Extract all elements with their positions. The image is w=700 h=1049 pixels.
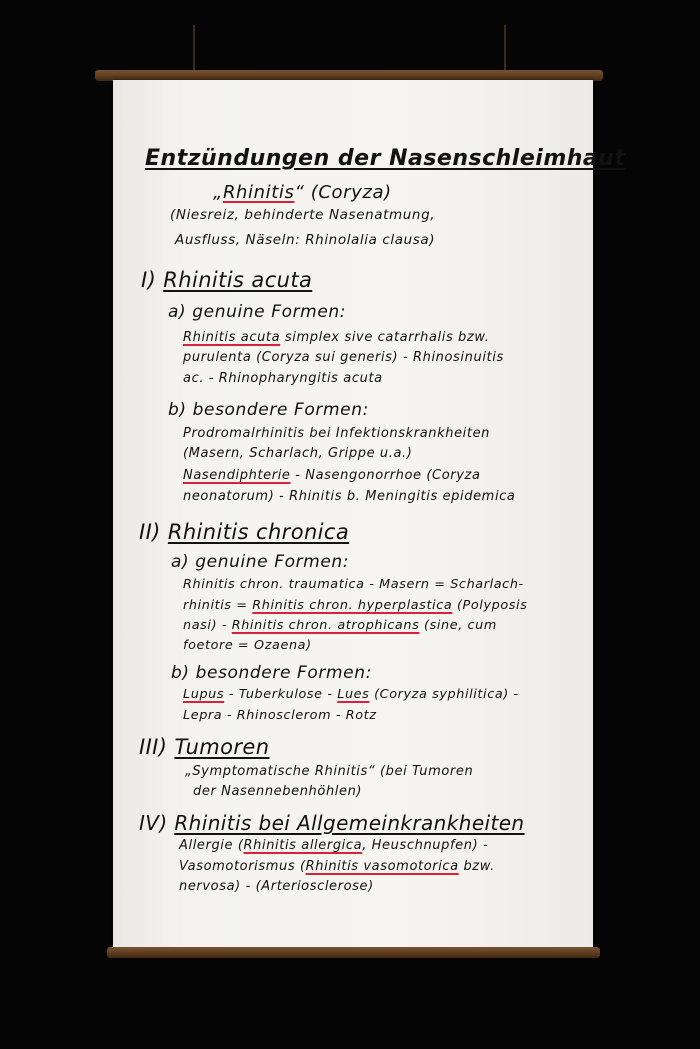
section-2-heading: II) Rhinitis chronica <box>139 520 350 544</box>
section-2b-line-1: Lupus - Tuberkulose - Lues (Coryza syphilitica) - <box>183 687 519 702</box>
section-2a-line-2: rhinitis = Rhinitis chron. hyperplastica (Polyposis <box>183 598 528 613</box>
section-2b-line-2: Lepra - Rhinosclerom - Rotz <box>183 708 377 723</box>
section-2b-heading: b) besondere Formen: <box>171 663 372 683</box>
chart-title: Entzündungen der Nasenschleimhaut <box>145 146 626 171</box>
section-3-heading: III) Tumoren <box>139 735 270 759</box>
section-1b-heading: b) besondere Formen: <box>168 400 369 420</box>
section-3-line-1: „Symptomatische Rhinitis“ (bei Tumoren <box>185 764 474 779</box>
section-1-heading: I) Rhinitis acuta <box>141 268 313 292</box>
section-1a-line-3: ac. - Rhinopharyngitis acuta <box>183 371 383 386</box>
wall-chart-paper <box>113 80 626 948</box>
section-2a-line-4: foetore = Ozaena) <box>183 638 312 653</box>
section-1b-line-2: (Masern, Scharlach, Grippe u.a.) <box>183 446 413 461</box>
intro-line-2: Ausfluss, Näseln: Rhinolalia clausa) <box>175 232 436 248</box>
section-1a-line-2: purulenta (Coryza sui generis) - Rhinosinuitis <box>183 350 504 365</box>
section-1b-line-4: neonatorum) - Rhinitis b. Meningitis epidemica <box>183 489 516 504</box>
left-hanging-cord <box>193 25 195 73</box>
right-hanging-cord <box>504 25 506 73</box>
section-4-line-3: nervosa) - (Arteriosclerose) <box>179 879 374 894</box>
section-2a-heading: a) genuine Formen: <box>171 552 350 572</box>
section-2a-line-3: nasi) - Rhinitis chron. atrophicans (sine, cum <box>183 618 497 633</box>
section-4-heading: IV) Rhinitis bei Allgemeinkrankheiten <box>139 811 525 835</box>
section-1a-line-1: Rhinitis acuta simplex sive catarrhalis bzw. <box>183 330 490 345</box>
section-4-line-2: Vasomotorismus (Rhinitis vasomotorica bzw. <box>179 859 495 874</box>
section-1b-line-1: Prodromalrhinitis bei Infektionskrankheiten <box>183 426 491 441</box>
intro-line-1: (Niesreiz, behinderte Nasenatmung, <box>170 207 436 223</box>
section-1b-line-3: Nasendiphterie - Nasengonorrhoe (Coryza <box>183 468 481 483</box>
section-4-line-1: Allergie (Rhinitis allergica, Heuschnupfen) - <box>179 838 489 853</box>
section-2a-line-1: Rhinitis chron. traumatica - Masern = Scharlach- <box>183 577 524 592</box>
bottom-wooden-rod <box>107 947 600 958</box>
subtitle: „Rhinitis“ (Coryza) <box>213 182 392 203</box>
section-3-line-2: der Nasennebenhöhlen) <box>193 784 363 799</box>
section-1a-heading: a) genuine Formen: <box>168 302 347 322</box>
